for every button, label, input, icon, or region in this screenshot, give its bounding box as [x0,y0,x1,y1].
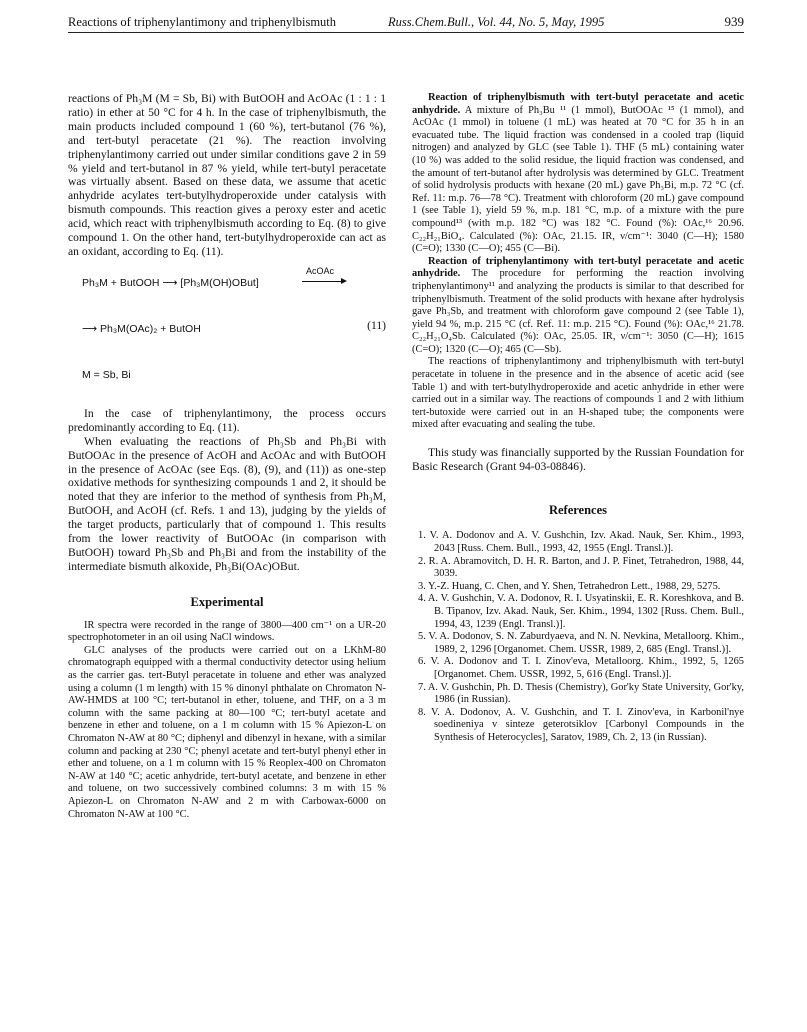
reaction-arrow-icon [302,281,342,282]
paragraph [412,92,744,256]
paragraph-body: A mixture of Ph₃Bu ¹¹ (1 mmol), ButOOAc ¹⁵ (1 mmol), and AcOAc (1 mmol) in toluene (1 mL) was heated at 70 °C for 35 h in an evacuated tube. The liquid fraction was condensed in a cooled trap (liquid nitrogen) and analyzed by GLC (see Table 1). THF (5 mL) containing water (10 %) was added to the solid residue, the liquid fraction was condensed, and the amount of tert-butanol after hydrolysis was determined by GLC. Treatment of solid hydrolysis products with hexane (20 mL) gave Ph₃Bi, m.p. 72 °C (cf. Ref. 11: m.p. 76—78 °C). Treatment with chloroform (20 mL) gave compound 1 (see Table 1), yield 59 %, m.p. 181 °C, m.p. of a mixture with the pure compound¹³ (with m.p. 182 °C) was 182 °C. Found (%): OAc,¹⁶ 20.96. C₂₂H₂₁BiO₄. Calculated (%): OAc, 21.15. IR, ν/cm⁻¹: 3040 (C—H); 1580 (C=O); 1330 (C—O); 455 (C—Bi). [412,104,744,255]
section-title-experimental: Experimental [190,594,264,609]
paragraph: IR spectra were recorded in the range of 3800—400 cm⁻¹ on a UR-20 spectrophotometer in an oil using NaCl windows. [68,619,386,644]
reference-item: 2. R. A. Abramovitch, D. H. R. Barton, and J. P. Finet, Tetrahedron, 1988, 44, 3039. [418,555,744,580]
reference-item: 6. V. A. Dodonov and T. I. Zinov'eva, Metalloorg. Khim., 1992, 5, 1265 [Organomet. Chem. USSR, 1992, 5, 616 (Engl. Transl.)]. [418,656,744,680]
paragraph-body: The procedure for performing the reaction involving triphenylantimony¹¹ and analyzing the products is similar to that described for triphenylbismuth. Treatment of the solid products with hexane after hydrolysis gave Ph₃Sb, and treatment with chloroform gave compound 2 (see Table 1), yield 94 %, m.p. 215 °C (cf. Ref. 11: m.p. 215 °C). Found (%): OAc,¹⁶ 21.78. C₂₂H₂₁O₄Sb. Calculated (%): OAc, 25.05. IR, ν/cm⁻¹: 3050 (C—H); 1615 (C=O); 1320 (C—O); 465 (C—Sb). [412,268,744,355]
paragraph: The reactions of triphenylantimony and triphenylbismuth with tert-butyl peracetate in toluene in the presence and in the absence of acetic acid (see Table 1) and with tert-butylhydroperoxide and acetic anhydride in ether were carried out in a similar way. The reactions of compounds 1 and 2 with lithium tert-butoxide were carried out in an H-shaped tube; the components were mixed after evacuating and sealing the tube. [412,356,744,431]
journal-citation: Russ.Chem.Bull., Vol. 44, No. 5, May, 1995 [388,15,605,29]
running-header [68,12,744,33]
equation-number: (11) [367,318,386,332]
reference-item: 1. V. A. Dodonov and A. V. Gushchin, Izv. Akad. Nauk, Ser. Khim., 1993, 2043 [Russ. Chem. Bull., 1993, 42, 1955 (Engl. Transl.)]. [418,530,744,555]
reference-list [412,530,744,744]
runin-heading: Reaction of triphenylantimony with tert-butyl peracetate and acetic anhydride. [412,255,744,280]
paragraph: In the case of triphenylantimony, the process occurs predominantly according to Eq. (11). [68,406,386,434]
paragraph [412,256,744,357]
paragraph: GLC analyses of the products were carried out on a LKhM-80 chromatograph equipped with a thermal conductivity detector using helium as the carrier gas. tert-Butyl peracetate in toluene and ether was analyzed using a column (1 m length) with 15 % dinonyl phthalate on Chromaton N-AW-HMDS at 100 °C; tert-butanol in ether, toluene, and THF, on a 3 m column with the same packing at 80—100 °C; tert-butyl acetate and benzene in ether and toluene, on a 1 m column with 15 % Apiezon-L on Chromaton N-AW at 80 °C; diphenyl and dibenzyl in hexane, with a similar column and packing at 230 °C; phenyl acetate and tert-butyl phenyl ether in ether and toluene, on a 1 m column with 15 % Reoplex-400 on Chromaton N-AW at 140 °C; acetic anhydride, tert-butyl acetate, and benzene in ether and toluene, on two successively combined columns: 3 m with 15 % Apiezon-L on Chromaton N-AW and 2 m with Carbowax-6000 on Chromaton N-AW at 100 °C. [68,644,386,820]
section-title-references: References [548,502,608,517]
running-title: Reactions of triphenylantimony and triphenylbismuth [68,15,337,29]
paragraph: reactions of Ph₃M (M = Sb, Bi) with ButOOH and AcOAc (1 : 1 : 1 ratio) in ether at 50 °C for 4 h. In the case of triphenylbismuth, the main products included compound 1 (60 %), tert-butanol (76 %), and tert-butyl peracetate (21 %). The reaction involving triphenylantimony carried out under similar conditions gave 2 in 59 % yield and tert-butanol in 87 % yield, while tert-butyl peracetate was virtually absent. Based on these data, we assume that acetic anhydride acylates tert-butylhydroperoxide under catalysis with bismuth compounds. This reaction gives a peroxy ester and acetic acid, which react with triphenylbismuth according to Eq. (8) to give compound 1. On the other hand, tert-butylhydroperoxide can act as an oxidant, according to Eq. (11). [68,92,386,258]
acknowledgement: This study was financially supported by the Russian Foundation for Basic Research (Grant 94-03-08846). [412,446,744,473]
reference-item: 3. Y.-Z. Huang, C. Chen, and Y. Shen, Tetrahedron Lett., 1988, 29, 5275. [418,580,721,592]
right-column [412,92,744,745]
reaction-scheme [68,265,386,397]
page-number: 939 [724,14,744,29]
scheme-line-1: Ph₃M + ButOOH ⟶ [Ph₃M(OH)OBut] [82,276,259,289]
paragraph: When evaluating the reactions of Ph₃Sb and Ph₃Bi with ButOOAc in the presence of AcOH and AcOAc and with ButOOH in the presence of AcOAc (see Eqs. (8), (9), and (11)) as one-step oxidative methods for synthesizing compounds 1 and 2, it should be noted that they are inferior to the method of synthesis from Ph₃M, ButOOH, and AcOH (cf. Refs. 1 and 13), judging by the yields of the target products, particularly that of compound 1. This results from the lower reactivity of ButOOAc (in comparison with ButOOH) toward Ph₃Sb and Ph₃Bi and from the instability of the intermediate bismuth alkoxide, Ph₃Bi(OAc)OBut. [68,434,386,573]
left-column [68,92,386,821]
scheme-reagent: AcOAc [306,265,335,276]
scheme-line-2: ⟶ Ph₃M(OAc)₂ + ButOH [82,322,201,335]
reference-item: 5. V. A. Dodonov, S. N. Zaburdyaeva, and N. N. Nevkina, Metalloorg. Khim., 1989, 2, 1296 [Organomet. Chem. USSR, 1989, 2, 685 (Engl. Transl.)]. [418,631,744,655]
reference-item: 7. A. V. Gushchin, Ph. D. Thesis (Chemistry), Gor'ky State University, Gor'ky, 1986 (in Russian). [418,681,744,706]
scheme-line-3: M = Sb, Bi [82,368,131,381]
reference-item: 4. A. V. Gushchin, V. A. Dodonov, R. I. Usyatinskii, E. R. Koreshkova, and B. B. Tipanov, Izv. Akad. Nauk, Ser. Khim., 1994, 1302 [Russ. Chem. Bull., 1994, 43, 1239 (Engl. Transl.)]. [418,593,744,630]
runin-heading: Reaction of triphenylbismuth with tert-butyl peracetate and acetic anhydride. [412,92,744,116]
reference-item: 8. V. A. Dodonov, A. V. Gushchin, and T. I. Zinov'eva, in Karbonil'nye soedineniya v sinteze geterotsiklov [Carbonyl Compounds in the Synthesis of Heterocycles], Saratov, 1989, Ch. 2, 13 (in Russian). [418,706,744,743]
